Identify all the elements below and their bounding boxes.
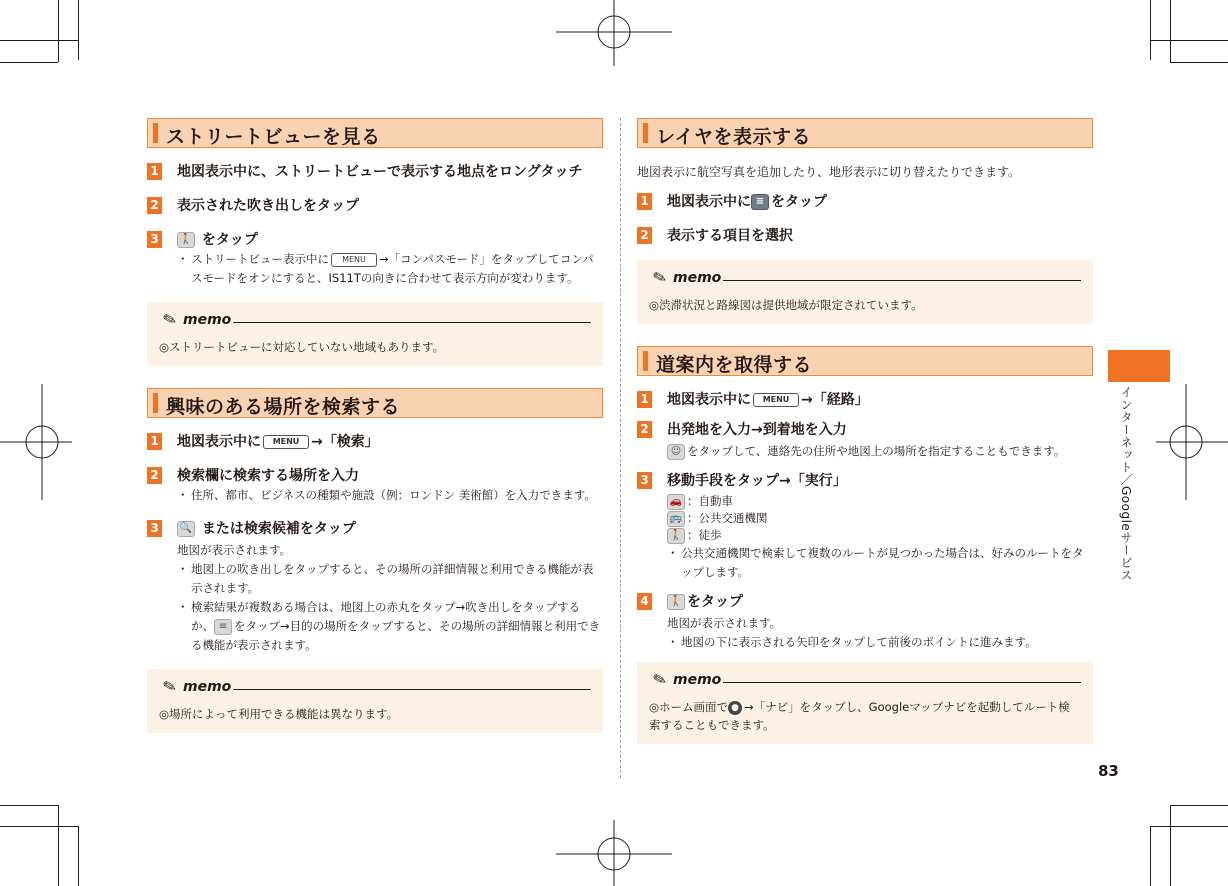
step-2: 2 表示する項目を選択	[637, 226, 1093, 246]
step-title: 🚶 をタップ	[177, 230, 603, 250]
pencil-icon: ✎	[650, 668, 669, 691]
section-heading-street-view: ストリートビューを見る	[147, 118, 603, 148]
crop-mark	[1150, 826, 1228, 827]
memo-box: ✎ memo ◎ホーム画面で ● →「ナビ」をタップし、Googleマップナビを起動してルート検索することもできます。	[637, 662, 1093, 744]
crop-mark	[0, 805, 58, 806]
step-1: 1 地図表示中に MENU →「経路」	[637, 390, 1093, 410]
crop-mark	[1150, 40, 1228, 41]
heading-bar	[153, 393, 158, 413]
step-3: 3 🔍 または検索候補をタップ 地図が表示されます。 ・ 地図上の吹き出しをタップすると、その場所の詳細情報と利用できる機能が表示されます。 ・ 検索結果が複数ある場合は、地図上の赤丸をタップ→吹き出しをタップするか、 ≡ をタップ→目的の場所をタップすると、その場所の詳細情報と利用できる機能が表示されます。	[147, 519, 603, 655]
crop-mark	[1170, 0, 1171, 62]
column-divider	[620, 118, 621, 778]
pencil-icon: ✎	[160, 308, 179, 331]
apps-icon: ●	[728, 701, 742, 715]
registration-mark	[556, 0, 672, 66]
step-2: 2 検索欄に検索する場所を入力 ・ 住所、都市、ビジネスの種類や施設（例：ロンドン 美術館）を入力できます。	[147, 466, 603, 505]
step-2: 2 表示された吹き出しをタップ	[147, 196, 603, 216]
menu-key-icon: MENU	[263, 435, 309, 449]
heading-bar	[153, 123, 158, 143]
step-1: 1 地図表示中に、ストリートビューで表示する地点をロングタッチ	[147, 162, 603, 182]
crop-mark	[0, 40, 78, 41]
registration-mark	[556, 820, 672, 886]
bullet: ・ 公共交通機関で検索して複数のルートが見つかった場合は、好みのルートをタップします。	[667, 544, 1093, 582]
bullet: ・ 地図上の吹き出しをタップすると、その場所の詳細情報と利用できる機能が表示されます。	[177, 560, 603, 598]
registration-mark	[0, 384, 72, 500]
person-icon: 🚶	[177, 232, 195, 248]
left-column	[147, 118, 603, 751]
right-column: レイヤを表示する 地図表示に航空写真を追加したり、地形表示に切り替えたりできます。 1 地図表示中に ≡ をタップ 2 表示する項目を選択 ✎ memo ◎渋滞状況と路線図は提供地域が限定されています。 道案内を取得する 1 地図表示中に MENU →「経路」 2 出発地を入力→到着地を入力 ☺ をタップして、連絡先の住所や地図上の場所を指定することもできます。 3 移動手段をタップ→「実行」 🚗 ：自動車 🚌 ：公共交通機関 🚶 ：徒歩 ・ 公共交通機関で検索して複数のルートが見つかった場合は、好みのルートをタップします。 4 🚶 をタップ 地図が表示されます。 ・ 地図の下に表示される矢印をタップして前後のポイントに進みます。 ✎ memo ◎ホーム画面で ● →「ナビ」をタップし、Googleマップナビを起動してルート検索することもできます。	[637, 118, 1093, 762]
memo-box: ✎ memo ◎ストリートビューに対応していない地域もあります。	[147, 302, 603, 366]
crop-mark	[58, 0, 59, 62]
car-icon: 🚗	[667, 494, 685, 510]
menu-key-icon: MENU	[331, 253, 377, 267]
navigation-icon: 🚶	[667, 594, 685, 610]
bullet: ・ 検索結果が複数ある場合は、地図上の赤丸をタップ→吹き出しをタップするか、 ≡ をタップ→目的の場所をタップすると、その場所の詳細情報と利用できる機能が表示されます。	[177, 598, 603, 655]
list-icon: ≡	[214, 619, 232, 635]
step-3: 3 移動手段をタップ→「実行」 🚗 ：自動車 🚌 ：公共交通機関 🚶 ：徒歩 ・ 公共交通機関で検索して複数のルートが見つかった場合は、好みのルートをタップします。	[637, 471, 1093, 582]
bullet: ・ 地図の下に表示される矢印をタップして前後のポイントに進みます。	[667, 633, 1093, 652]
crop-mark	[78, 0, 79, 60]
pencil-icon: ✎	[160, 675, 179, 698]
bus-icon: 🚌	[667, 511, 685, 527]
section-heading-directions: 道案内を取得する	[637, 346, 1093, 376]
chapter-label: インターネット／Googleサービス	[1119, 386, 1133, 582]
contact-icon: ☺	[667, 444, 685, 460]
step-2: 2 出発地を入力→到着地を入力 ☺ をタップして、連絡先の住所や地図上の場所を指定することもできます。	[637, 420, 1093, 461]
chapter-tab	[1108, 350, 1170, 382]
section-heading-search: 興味のある場所を検索する	[147, 388, 603, 418]
crop-mark	[0, 826, 78, 827]
crop-mark	[1170, 805, 1228, 806]
page-number: 83	[1098, 762, 1119, 780]
crop-mark	[0, 62, 58, 63]
memo-box: ✎ memo ◎渋滞状況と路線図は提供地域が限定されています。	[637, 260, 1093, 324]
crop-mark	[58, 805, 59, 886]
bullet: ・ ストリートビュー表示中に MENU →「コンパスモード」をタップしてコンパスモードをオンにすると、IS11Tの向きに合わせて表示方向が変わります。	[177, 250, 603, 288]
section-heading-layers: レイヤを表示する	[637, 118, 1093, 148]
step-4: 4 🚶 をタップ 地図が表示されます。 ・ 地図の下に表示される矢印をタップして前後のポイントに進みます。	[637, 592, 1093, 652]
registration-mark	[1156, 384, 1228, 500]
memo-box: ✎ memo ◎場所によって利用できる機能は異なります。	[147, 669, 603, 733]
crop-mark	[78, 826, 79, 886]
crop-mark	[1150, 0, 1151, 60]
bullet: ・ 住所、都市、ビジネスの種類や施設（例：ロンドン 美術館）を入力できます。	[177, 486, 603, 505]
heading-bar	[643, 123, 648, 143]
heading-bar	[643, 351, 648, 371]
step-1: 1 地図表示中に ≡ をタップ	[637, 192, 1093, 212]
walk-icon: 🚶	[667, 528, 685, 544]
crop-mark	[1170, 62, 1228, 63]
menu-key-icon: MENU	[753, 393, 799, 407]
layers-icon: ≡	[751, 194, 769, 210]
crop-mark	[1150, 826, 1151, 886]
step-1: 1 地図表示中に MENU →「検索」	[147, 432, 603, 452]
step-3: 3 🚶 をタップ ・ ストリートビュー表示中に MENU →「コンパスモード」をタップしてコンパスモードをオンにすると、IS11Tの向きに合わせて表示方向が変わります。	[147, 230, 603, 288]
crop-mark	[1170, 805, 1171, 886]
pencil-icon: ✎	[650, 266, 669, 289]
search-icon: 🔍	[177, 521, 195, 537]
